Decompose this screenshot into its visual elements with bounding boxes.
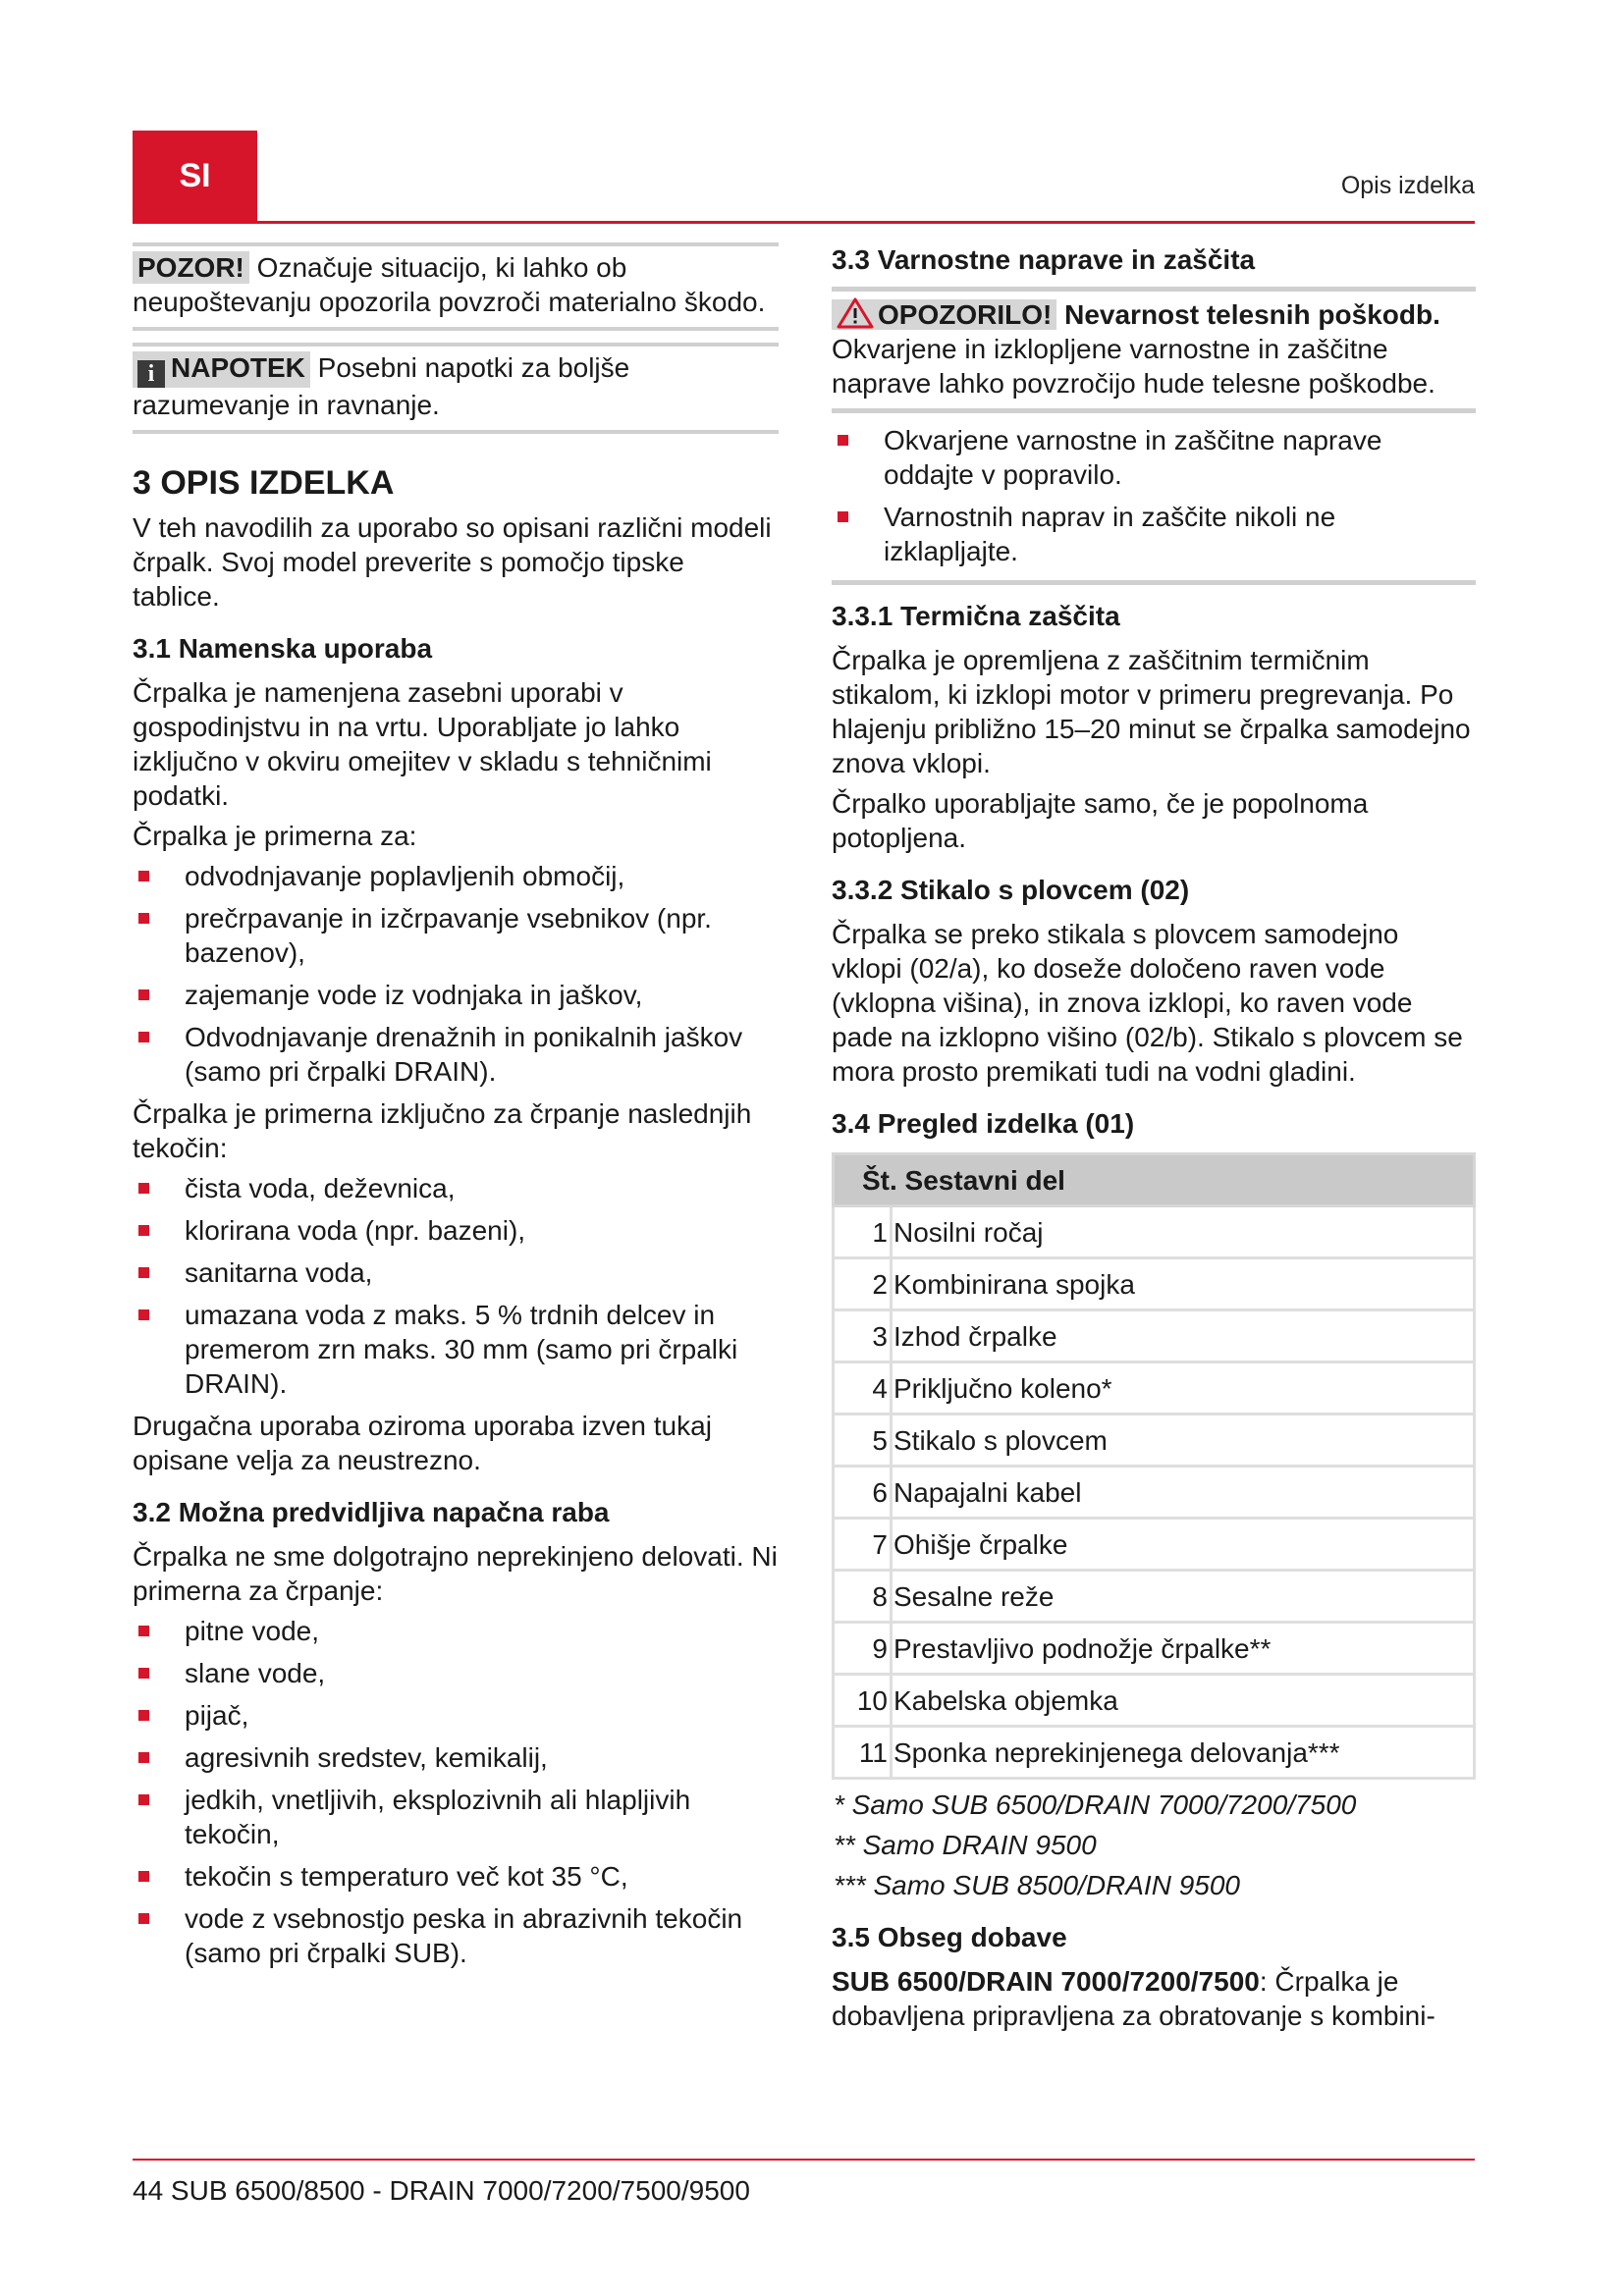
left-column <box>133 242 779 1978</box>
footer-page-info: 44 SUB 6500/8500 - DRAIN 7000/7200/7500/9500 <box>133 2175 750 2206</box>
safety-list <box>832 423 1476 568</box>
part-number: 8 <box>834 1571 892 1623</box>
parts-table-body <box>834 1206 1475 1779</box>
list-item: jedkih, vnetljivih, eksplozivnih ali hlapljivih tekočin, <box>133 1783 779 1851</box>
part-number: 4 <box>834 1362 892 1415</box>
section-3-5-title: 3.5 Obseg dobave <box>832 1922 1067 1952</box>
part-name: Kabelska objemka <box>892 1675 1475 1727</box>
table-row <box>834 1258 1475 1310</box>
part-name: Ohišje črpalke <box>892 1519 1475 1571</box>
list-item: slane vode, <box>133 1656 779 1690</box>
section-3-3-1-title: 3.3.1 Termična zaščita <box>832 601 1120 631</box>
warning-bold-text: Nevarnost telesnih poškodb. <box>1056 299 1440 330</box>
parts-table <box>832 1152 1476 1780</box>
part-name: Nosilni ročaj <box>892 1206 1475 1258</box>
list-item: vode z vsebnostjo peska in abrazivnih tekočin (samo pri črpalki SUB). <box>133 1901 779 1970</box>
footnote: *** Samo SUB 8500/DRAIN 9500 <box>834 1870 1240 1900</box>
table-header-row <box>834 1154 1475 1206</box>
napotek-label: NAPOTEK <box>171 352 305 383</box>
chapter-intro: V teh navodilih za uporabo so opisani različni modeli črpalk. Svoj model preverite s pomočjo tipske tablice. <box>133 512 772 612</box>
table-row <box>834 1362 1475 1415</box>
list-item: zajemanje vode iz vodnjaka in jaškov, <box>133 978 779 1012</box>
section-3-3-2-paragraph: Črpalka se preko stikala s plovcem samodejno vklopi (02/a), ko doseže določeno raven vode (vklopna višina), in znova izklopi, ko raven vode pade na izklopno višino (02/b). Stikalo s plovcem se mora prosto premikati tudi na vodni gladini. <box>832 919 1463 1087</box>
section-3-2-title: 3.2 Možna predvidljiva napačna raba <box>133 1497 610 1527</box>
table-row <box>834 1623 1475 1675</box>
list-item: tekočin s temperaturo več kot 35 °C, <box>133 1859 779 1894</box>
list-item: odvodnjavanje poplavljenih območij, <box>133 859 779 893</box>
table-row <box>834 1467 1475 1519</box>
part-number: 11 <box>834 1727 892 1779</box>
footnote: * Samo SUB 6500/DRAIN 7000/7200/7500 <box>834 1789 1357 1820</box>
part-number: 5 <box>834 1415 892 1467</box>
section-divider <box>832 580 1476 585</box>
list-item: pijač, <box>133 1698 779 1733</box>
misuse-list <box>133 1614 779 1970</box>
table-row <box>834 1415 1475 1467</box>
liquids-list <box>133 1171 779 1401</box>
part-name: Stikalo s plovcem <box>892 1415 1475 1467</box>
right-column <box>832 242 1476 2039</box>
section-3-3-title: 3.3 Varnostne naprave in zaščita <box>832 244 1256 275</box>
part-name: Prestavljivo podnožje črpalke** <box>892 1623 1475 1675</box>
warning-text: Okvarjene in izklopljene varnostne in zaščitne naprave lahko povzročijo hude telesne poškodbe. <box>832 334 1435 399</box>
napotek-text: Posebni napotki za boljše razumevanje in ravnanje. <box>133 352 630 420</box>
table-row <box>834 1727 1475 1779</box>
part-number: 1 <box>834 1206 892 1258</box>
list-item: klorirana voda (npr. bazeni), <box>133 1213 779 1248</box>
pozor-label: POZOR! <box>133 251 249 284</box>
section-3-4-title: 3.4 Pregled izdelka (01) <box>832 1108 1135 1139</box>
section-3-2-paragraph: Črpalka ne sme dolgotrajno neprekinjeno delovati. Ni primerna za črpanje: <box>133 1541 778 1606</box>
list-item: Varnostnih naprav in zaščite nikoli ne izklapljajte. <box>832 500 1476 568</box>
part-number: 10 <box>834 1675 892 1727</box>
suitable-uses-list <box>133 859 779 1089</box>
pozor-text: Označuje situacijo, ki lahko ob neupoštevanju opozorila povzroči materialno škodo. <box>133 252 766 317</box>
footnote: ** Samo DRAIN 9500 <box>834 1830 1097 1860</box>
info-icon: i <box>137 360 165 388</box>
section-3-1-paragraph-1: Črpalka je namenjena zasebni uporabi v gospodinjstvu in na vrtu. Uporabljate jo lahko izključno v okviru omejitev v skladu s tehničnimi podatki. <box>133 677 712 811</box>
list-item: agresivnih sredstev, kemikalij, <box>133 1740 779 1775</box>
chapter-title: 3 OPIS IZDELKA <box>133 464 395 502</box>
part-number: 2 <box>834 1258 892 1310</box>
section-header-title: Opis izdelka <box>1340 172 1475 199</box>
language-tab: SI <box>133 131 257 222</box>
list-item: umazana voda z maks. 5 % trdnih delcev in premerom zrn maks. 30 mm (samo pri črpalki DRAIN). <box>133 1298 779 1401</box>
section-3-1-paragraph-2: Črpalka je primerna za: <box>133 821 417 851</box>
part-name: Priključno koleno* <box>892 1362 1475 1415</box>
section-3-3-2-title: 3.3.2 Stikalo s plovcem (02) <box>832 875 1190 905</box>
list-item: pitne vode, <box>133 1614 779 1648</box>
model-names: SUB 6500/DRAIN 7000/7200/7500 <box>832 1966 1260 1997</box>
table-row <box>834 1206 1475 1258</box>
part-number: 6 <box>834 1467 892 1519</box>
table-row <box>834 1675 1475 1727</box>
part-name: Sponka neprekinjenega delovanja*** <box>892 1727 1475 1779</box>
napotek-label-wrap <box>133 351 310 388</box>
section-3-1-paragraph-3: Črpalka je primerna izključno za črpanje naslednjih tekočin: <box>133 1098 752 1163</box>
section-3-3-1-paragraph-1: Črpalka je opremljena z zaščitnim termičnim stikalom, ki izklopi motor v primeru pregrevanja. Po hlajenju približno 15–20 minut se črpalka samodejno znova vklopi. <box>832 645 1471 778</box>
list-item: Okvarjene varnostne in zaščitne naprave oddajte v popravilo. <box>832 423 1476 492</box>
section-3-1-title: 3.1 Namenska uporaba <box>133 633 433 664</box>
part-name: Izhod črpalke <box>892 1310 1475 1362</box>
warning-label: OPOZORILO! <box>878 299 1053 330</box>
table-row <box>834 1571 1475 1623</box>
table-row <box>834 1519 1475 1571</box>
napotek-notice <box>133 343 779 434</box>
warning-triangle-icon <box>837 297 874 329</box>
part-name: Napajalni kabel <box>892 1467 1475 1519</box>
section-3-3-1-paragraph-2: Črpalko uporabljajte samo, če je popolnoma potopljena. <box>832 788 1369 853</box>
list-item: prečrpavanje in izčrpavanje vsebnikov (npr. bazenov), <box>133 901 779 970</box>
footer-divider <box>133 2159 1475 2161</box>
list-item: sanitarna voda, <box>133 1255 779 1290</box>
section-3-5-paragraph <box>832 1964 1476 2033</box>
section-3-1-paragraph-4: Drugačna uporaba oziroma uporaba izven tukaj opisane velja za neustrezno. <box>133 1411 712 1475</box>
warning-label-wrap <box>832 299 1056 330</box>
part-number: 7 <box>834 1519 892 1571</box>
list-item: čista voda, deževnica, <box>133 1171 779 1205</box>
part-name: Sesalne reže <box>892 1571 1475 1623</box>
warning-notice <box>832 287 1476 413</box>
table-header: Št. Sestavni del <box>834 1154 1475 1206</box>
part-number: 3 <box>834 1310 892 1362</box>
section-3-5-text: : Črpalka je dobavljena pripravljena za obratovanje s kombini- <box>832 1966 1435 2031</box>
table-row <box>834 1310 1475 1362</box>
part-number: 9 <box>834 1623 892 1675</box>
part-name: Kombinirana spojka <box>892 1258 1475 1310</box>
list-item: Odvodnjavanje drenažnih in ponikalnih jaškov (samo pri črpalki DRAIN). <box>133 1020 779 1089</box>
pozor-notice <box>133 242 779 331</box>
header-divider <box>133 221 1475 224</box>
